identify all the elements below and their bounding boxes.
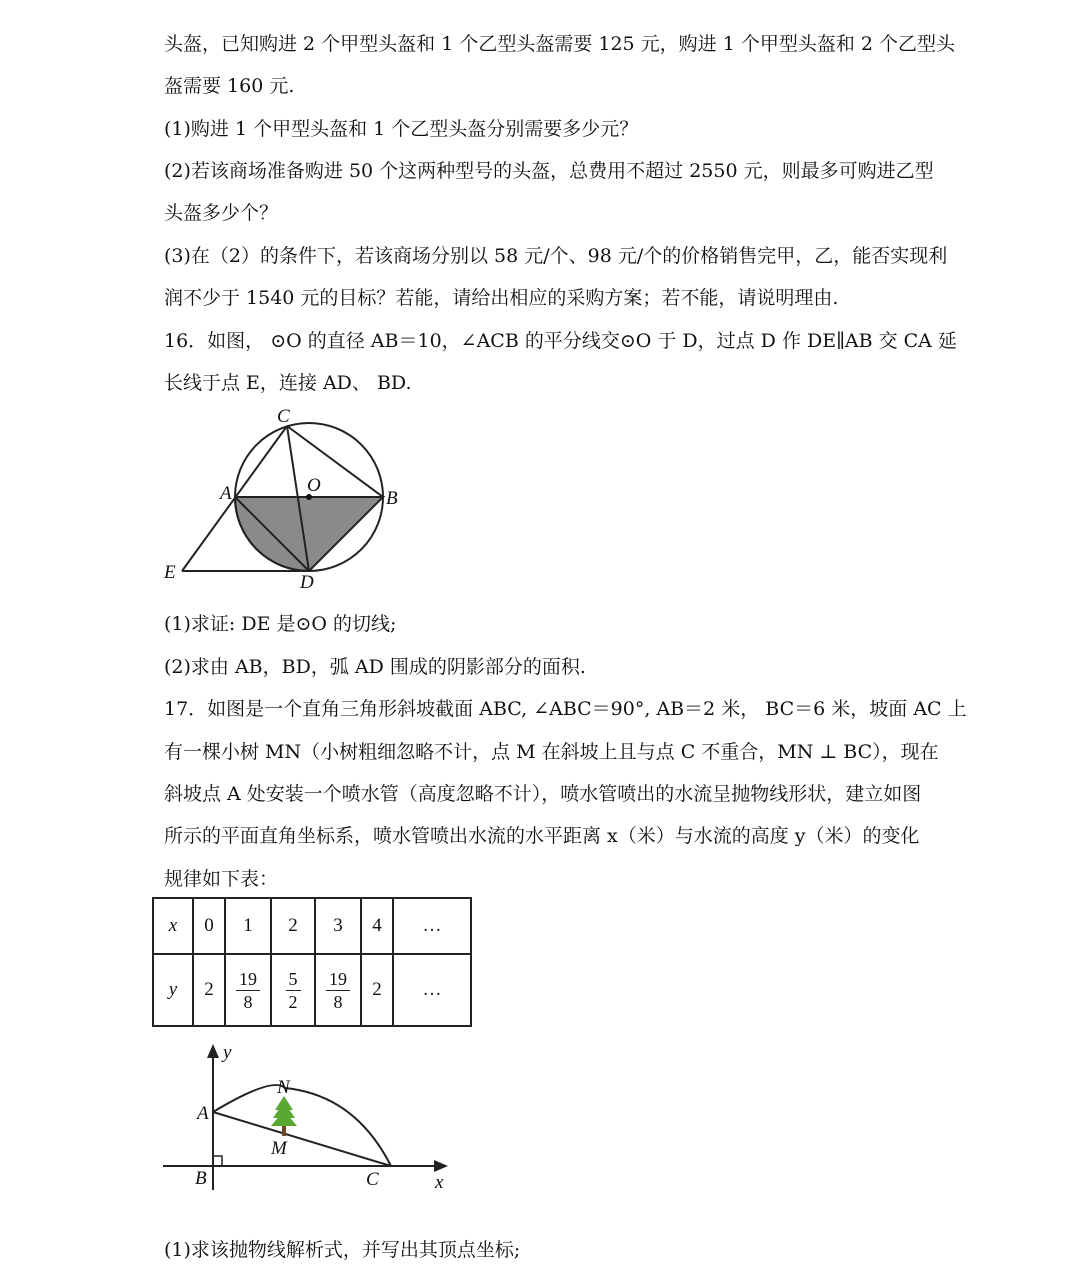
parabola xyxy=(213,1085,391,1166)
segment-cb xyxy=(287,426,383,497)
label-y: y xyxy=(223,1042,232,1063)
problem15-q1: (1)购进 1 个甲型头盔和 1 个乙型头盔分别需要多少元？ xyxy=(164,118,639,140)
problem16-q1: (1)求证: DE 是⊙O 的切线; xyxy=(164,613,397,635)
xy-table xyxy=(152,897,472,1027)
table-cell: … xyxy=(393,954,471,1026)
shaded-region xyxy=(235,497,383,571)
table-row-x xyxy=(153,898,471,954)
table-row-y xyxy=(153,954,471,1026)
problem17-line4: 所示的平面直角坐标系，喷水管喷出水流的水平距离 x（米）与水流的高度 y（米）的变化 xyxy=(164,825,920,847)
x-axis-arrow xyxy=(434,1160,448,1172)
label-a: A xyxy=(197,1103,209,1124)
problem17-line2: 有一棵小树 MN（小树粗细忽略不计，点 M 在斜坡上且与点 C 不重合，MN ⊥ BC），现在 xyxy=(164,741,939,763)
table-cell: 4 xyxy=(361,898,393,954)
y-axis-arrow xyxy=(207,1044,219,1058)
fraction: $\frac{19}{8}$ xyxy=(326,968,350,1013)
problem16-line2: 长线于点 E，连接 AD、 BD. xyxy=(164,372,412,394)
problem15-q2-line2: 头盔多少个？ xyxy=(164,202,279,224)
problem15-line2: 盔需要 160 元. xyxy=(164,75,295,97)
label-b: B xyxy=(195,1168,207,1189)
slope-ac xyxy=(213,1112,391,1166)
problem17-line5: 规律如下表： xyxy=(164,868,279,890)
table-header-y: y xyxy=(153,954,193,1026)
table-cell xyxy=(271,954,315,1026)
problem15-q3-line1: (3)在（2）的条件下，若该商场分别以 58 元/个、98 元/个的价格销售完甲，乙，能否实现利 xyxy=(164,245,948,267)
problem15-q3-line2: 润不少于 1540 元的目标？若能，请给出相应的采购方案；若不能，请说明理由. xyxy=(164,287,839,309)
problem17-figure xyxy=(155,1040,465,1200)
label-o: O xyxy=(307,475,321,496)
table-cell: 3 xyxy=(315,898,361,954)
table-cell xyxy=(315,954,361,1026)
label-a: A xyxy=(220,483,232,504)
label-b: B xyxy=(386,488,398,509)
table-cell: 2 xyxy=(271,898,315,954)
problem15-line1: 头盔，已知购进 2 个甲型头盔和 1 个乙型头盔需要 125 元，购进 1 个甲型头盔和 2 个乙型头 xyxy=(164,33,956,55)
problem17-line1: 17．如图是一个直角三角形斜坡截面 ABC, ∠ABC＝90°, AB＝2 米， BC＝6 米，坡面 AC 上 xyxy=(164,698,967,720)
table-header-x: x xyxy=(153,898,193,954)
problem16-line1: 16．如图， ⊙O 的直径 AB＝10，∠ACB 的平分线交⊙O 于 D，过点 D 作 DE∥AB 交 CA 延 xyxy=(164,330,957,352)
table-cell: 2 xyxy=(361,954,393,1026)
label-e: E xyxy=(164,562,176,583)
label-d: D xyxy=(300,572,314,590)
table-cell: … xyxy=(393,898,471,954)
problem16-figure xyxy=(150,400,410,590)
label-n: N xyxy=(277,1077,290,1098)
table-cell: 0 xyxy=(193,898,225,954)
problem17-q1: (1)求该抛物线解析式，并写出其顶点坐标; xyxy=(164,1239,521,1261)
problem16-q2: (2)求由 AB，BD，弧 AD 围成的阴影部分的面积. xyxy=(164,656,586,678)
right-angle-mark xyxy=(213,1156,222,1166)
label-m: M xyxy=(271,1138,287,1159)
table-cell xyxy=(225,954,271,1026)
table-cell: 1 xyxy=(225,898,271,954)
label-x: x xyxy=(435,1172,444,1193)
label-c: C xyxy=(277,406,290,427)
problem17-line3: 斜坡点 A 处安装一个喷水管（高度忽略不计），喷水管喷出的水流呈抛物线形状，建立如图 xyxy=(164,783,922,805)
label-c: C xyxy=(366,1169,379,1190)
fraction: $\frac{19}{8}$ xyxy=(236,968,260,1013)
problem15-q2-line1: (2)若该商场准备购进 50 个这两种型号的头盔，总费用不超过 2550 元，则最多可购进乙型 xyxy=(164,160,934,182)
fraction: $\frac{5}{2}$ xyxy=(286,968,301,1013)
table-cell: 2 xyxy=(193,954,225,1026)
